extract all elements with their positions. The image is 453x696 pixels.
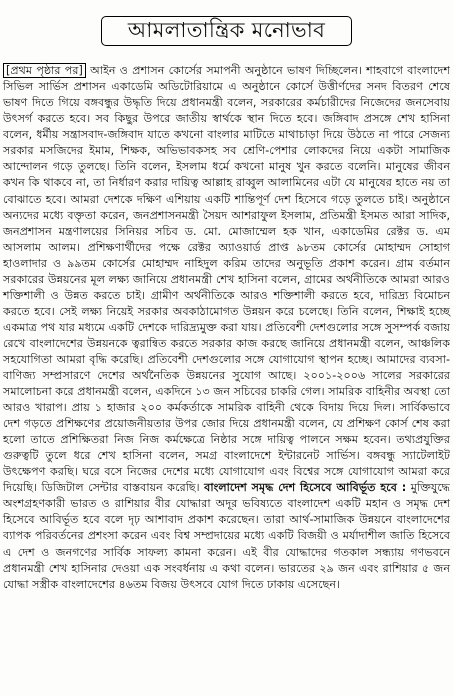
headline: আমলাতান্ত্রিক মনোভাব (101, 16, 352, 46)
article-subheading: বাংলাদেশ সমৃদ্ধ দেশ হিসেবে আবির্ভূত হবে : (204, 481, 407, 495)
article-paragraph-1: আইন ও প্রশাসন কোর্সের সমাপনী অনুষ্ঠানে ভাষণ দিচ্ছিলেন। শাহবাগে বাংলাদেশ সিভিল সার্ভিস প্রশাসন একাডেমি অডিটোরিয়ামে এ অনুষ্ঠানে কোর্সে উত্তীর্ণদের সনদ বিতরণ শেষে ভাষণ দিতে গিয়ে বঙ্গবন্ধুর উদ্ধৃতি দিয়ে প্রধানমন্ত্রী বলেন, সরকারের কর্মচারীদের নিজেদের জনসেবায় উৎসর্গ করতে হবে। সব কিছুর উপরে জাতীয় স্বার্থকে স্থান দিতে হবে। জঙ্গিবাদ প্রসঙ্গে শেখ হাসিনা বলেন, ধর্মীয় সন্ত্রাসবাদ-জঙ্গিবাদ যাতে কখনো বাংলার মাটিতে মাথাচাড়া দিয়ে উঠতে না পারে সেজন্য সরকার মসজিদের ইমাম, শিক্ষক, অভিভাবকসহ সব শ্রেণি-পেশার লোকদের নিয়ে একটা সামাজিক আন্দোলন গড়ে তুলছে। তিনি বলেন, ইসলাম ধর্মে কখনো মানুষ খুন করতে বলেনি। মানুষের জীবন কখন কি থাকবে না, তা নির্ধারণ করার দায়িত্ব আল্লাহ রাব্বুল আলামিনের এটা যে মানুষের হাতে নয় তা বোঝাতে হবে। আমরা দেশকে দক্ষিণ এশিয়ায় একটি শান্তিপূর্ণ দেশ হিসেবে গড়ে তুলতে চাই। অনুষ্ঠানে অন্যদের মধ্যে বক্তৃতা করেন, জনপ্রশাসনমন্ত্রী সৈয়দ আশরাফুল ইসলাম, প্রতিমন্ত্রী ইসমত আরা সাদিক, জনপ্রশাসন মন্ত্রণালয়ের সিনিয়র সচিব ড. মো. মোজাম্মেল হক খান, একাডেমির রেক্টর ড. এম আসলাম আলম। প্রশিক্ষণার্থীদের পক্ষে রেক্টর অ্যাওয়ার্ড প্রাপ্ত ৯৮তম কোর্সের মোহাম্মদ সোহাগ হাওলাদার ও ৯৯তম কোর্সের মোহাম্মদ নাহিদুল করিম তাদের অনুভূতি প্রকাশ করেন। গ্রাম বর্তমান সরকারের উন্নয়নের মূল লক্ষ্য জানিয়ে প্রধানমন্ত্রী শেখ হাসিনা বলেন, গ্রামের অর্থনীতিকে আমরা আরও শক্তিশালী ও উন্নত করতে চাই। গ্রামীণ অর্থনীতিকে আরও শক্তিশালী করতে হবে, দারিদ্র্য বিমোচন করতে হবে। সেই লক্ষ্য নিয়েই সরকার অবকাঠামোগত উন্নয়ন করে চলেছে। তিনি বলেন, শিক্ষাই হচ্ছে একমাত্র পথ যার মধ্যমে একটি দেশকে দারিদ্র্যমুক্ত করা যায়। প্রতিবেশী দেশগুলোর সঙ্গে সুসম্পর্ক বজায় রেখে বাংলাদেশের উন্নয়নকে ত্বরান্বিত করতে সরকার কাজ করছে জানিয়ে প্রধানমন্ত্রী বলেন, আঞ্চলিক সহযোগিতা আমরা বৃদ্ধি করেছি। প্রতিবেশী দেশগুলোর সঙ্গে যোগাযোগ স্থাপন হচ্ছে। আমাদের ব্যবসা-বাণিজ্য সম্প্রসারণে দেশের অর্থনৈতিক উন্নয়নের সুযোগ আছে। ২০০১-২০০৬ সালের সরকারের সমালোচনা করে প্রধানমন্ত্রী বলেন, একদিনে ১৩ জন সচিবের চাকরি গেল। সামরিক বাহিনীর অবস্থা তো আরও খারাপ। প্রায় ১ হাজার ২০০ কর্মকর্তাকে সামরিক বাহিনী থেকে বিদায় দিয়ে দিল। সার্বিকভাবে দেশ গড়তে প্রশিক্ষণের প্রয়োজনীয়তার উপর জোর দিয়ে প্রধানমন্ত্রী বলেন, যে প্রশিক্ষণ কোর্স শেষ করা হলো তাতে প্রশিক্ষিতরা নিজ নিজ কর্মক্ষেত্রে নিষ্ঠার সঙ্গে দায়িত্ব পালনে সক্ষম হবেন। তথ্যপ্রযুক্তির গুরুত্বটি তুলে ধরে শেখ হাসিনা বলেন, সমগ্র বাংলাদেশে ইন্টারনেট সার্ভিস। বঙ্গবন্ধু স্যাটেলাইট উৎক্ষেপণ করছি। ঘরে বসে নিজের দেশের মধ্যে যোগাযোগ এবং বিশ্বের সঙ্গে যোগাযোগ আমরা করে দিয়েছি। ডিজিটাল সেন্টার বাস্তবায়ন করেছি। (3, 64, 450, 495)
article-body (3, 63, 450, 593)
headline-box (3, 2, 450, 60)
article-paragraph-2: মুক্তিযুদ্ধে অংশগ্রহণকারী ভারত ও রাশিয়ার বীর যোদ্ধারা অদূর ভবিষ্যতে বাংলাদেশ একটি মহান ও সমৃদ্ধ দেশ হিসেবে আবির্ভূত হবে বলে দৃঢ় আশাবাদ প্রকাশ করেছেন। তারা আর্থ-সামাজিক উন্নয়নে বাংলাদেশের ব্যাপক পরিবর্তনের প্রশংসা করেন এবং বিশ্ব সম্প্রদায়ের মধ্যে একটি বিজয়ী ও মর্যাদাশীল জাতি হিসেবে এ দেশ ও জনগণের সার্বিক সাফল্য কামনা করেন। এই বীর যোদ্ধাদের গতকাল সন্ধ্যায় গণভবনে প্রধানমন্ত্রী শেখ হাসিনার দেওয়া এক সংবর্ধনায় এ কথা বলেন। ভারতের ২৯ জন এবং রাশিয়ার ৫ জন যোদ্ধা সস্ত্রীক বাংলাদেশের ৪৬তম বিজয় উৎসবে যোগ দিতে ঢাকায় এসেছেন। (3, 481, 450, 591)
continued-from-front-page-label: [প্রথম পৃষ্ঠার পর] (3, 63, 86, 78)
